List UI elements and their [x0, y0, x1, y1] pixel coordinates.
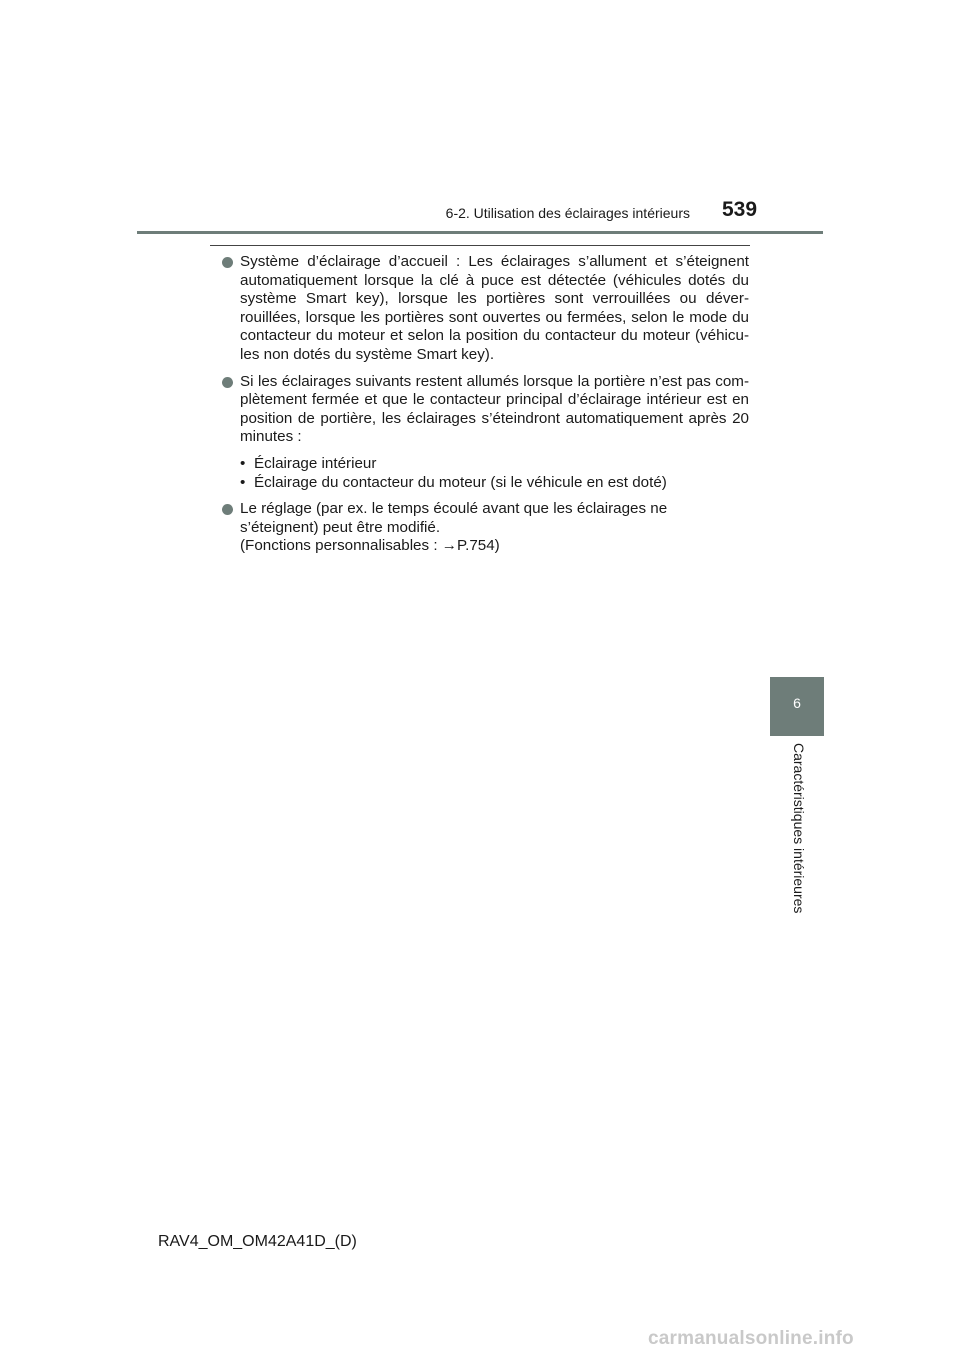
sub-item-text: Éclairage intérieur — [254, 454, 377, 472]
sub-list — [240, 455, 749, 492]
document-code: RAV4_OM_OM42A41D_(D) — [158, 1233, 357, 1250]
small-bullet-icon: • — [240, 454, 246, 472]
watermark: carmanualsonline.info — [648, 1328, 854, 1349]
item-text: Si les éclairages suivants restent allumés lorsque la portière n’est pas com-plètement fermée et que le contacteur principal d’éclairage intérieur est en position de portière, les éclairages s’éteindront automatiquement après 20 minutes : — [240, 372, 749, 446]
item-text: Le réglage (par ex. le temps écoulé avant que les éclairages ne s’éteignent) peut être modifié. — [240, 500, 668, 536]
section-title: 6-2. Utilisation des éclairages intérieurs — [445, 205, 690, 221]
header-divider — [137, 231, 823, 234]
bullet-icon — [222, 257, 233, 268]
sub-list-item — [240, 455, 749, 474]
list-item — [222, 373, 749, 493]
list-item — [222, 253, 749, 365]
bullet-icon — [222, 377, 233, 388]
content-divider — [210, 245, 750, 246]
content-body — [222, 253, 749, 564]
sub-list-item — [240, 474, 749, 493]
list-item — [222, 500, 749, 556]
item-text: Système d’éclairage d’accueil : Les éclairages s’allument et s’éteignent automatiquement lorsque la clé à puce est détectée (véhicules dotés du système Smart key), lorsque les portières sont verrouillées ou déver-rouillées, lorsque les portières sont ouvertes ou fermées, selon le mode du contacteur du moteur et selon la position du contacteur du moteur (véhicu-les non dotés du système Smart key). — [240, 253, 749, 363]
chapter-tab — [770, 677, 824, 736]
chapter-number: 6 — [793, 695, 801, 711]
cross-reference-note: (Fonctions personnalisables : →P.754) — [240, 537, 500, 555]
sub-item-text: Éclairage du contacteur du moteur (si le véhicule en est doté) — [254, 473, 667, 491]
small-bullet-icon: • — [240, 473, 246, 491]
chapter-label: Caractéristiques intérieures — [791, 743, 807, 914]
bullet-icon — [222, 504, 233, 515]
page-number: 539 — [722, 198, 758, 221]
